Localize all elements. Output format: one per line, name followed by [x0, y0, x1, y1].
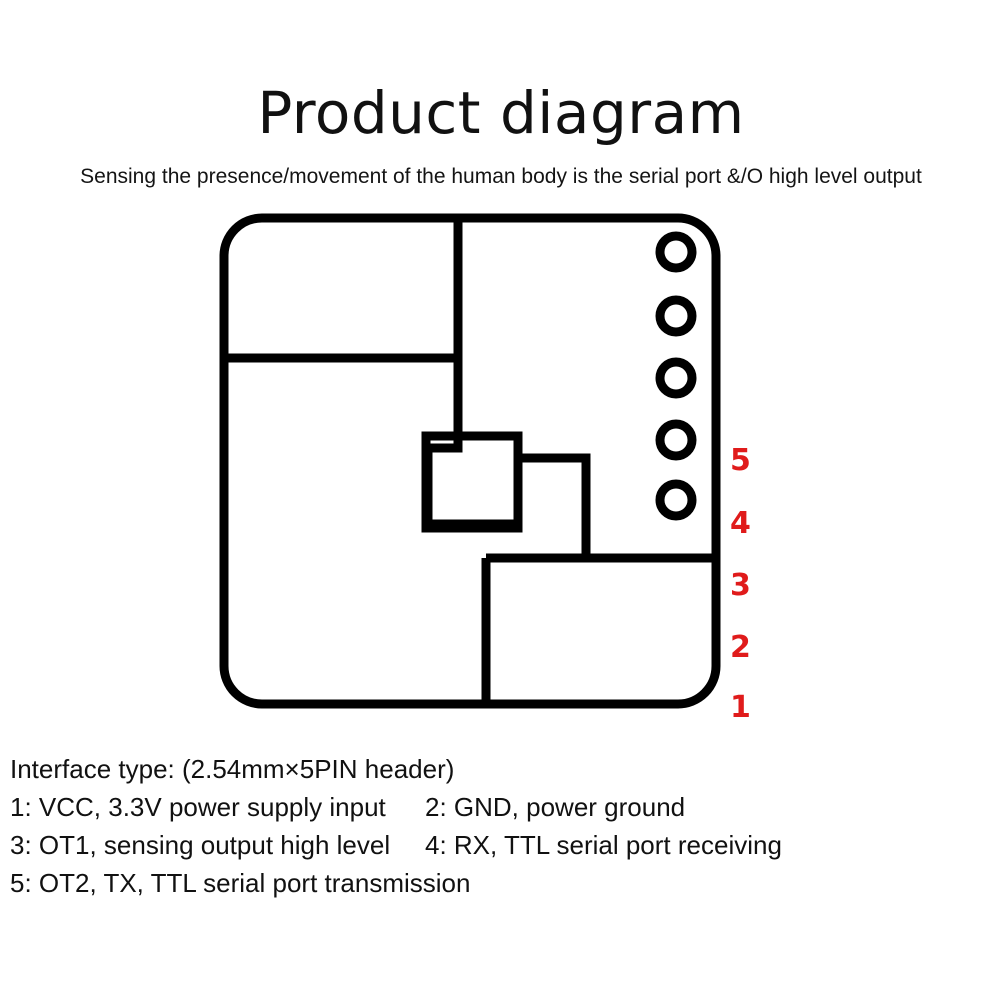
page-title: Product diagram: [257, 79, 745, 147]
pin-label-3: 3: [730, 568, 751, 603]
pin-hole-3-icon[interactable]: [660, 362, 692, 394]
board-outline-icon: [224, 218, 716, 704]
pin-hole-4-icon[interactable]: [660, 300, 692, 332]
pin-description-row: [10, 788, 1002, 826]
module-diagram: [200, 206, 800, 726]
pin-description-right: 4: RX, TTL serial port receiving: [425, 830, 782, 860]
pin-description-left: 5: OT2, TX, TTL serial port transmission: [10, 868, 471, 898]
pin-description-left: 3: OT1, sensing output high level: [10, 830, 391, 860]
specifications-block: [10, 750, 1002, 902]
pin-label-2: 2: [730, 630, 751, 665]
interface-type-line: Interface type: (2.54mm×5PIN header): [10, 754, 455, 784]
pin-description-right: 2: GND, power ground: [425, 792, 686, 822]
page-subtitle: Sensing the presence/movement of the human body is the serial port &/O high level output: [80, 165, 922, 188]
pin-hole-2-icon[interactable]: [660, 424, 692, 456]
antenna-trace-icon: [224, 218, 458, 358]
pin-hole-1-icon[interactable]: [660, 484, 692, 516]
pin-hole-5-icon[interactable]: [660, 236, 692, 268]
middle-trace-icon: [428, 358, 518, 524]
pin-description-left: 1: VCC, 3.3V power supply input: [10, 792, 386, 822]
pin-description-row: [10, 826, 1002, 864]
pin-label-5: 5: [730, 443, 751, 478]
pin-label-1: 1: [730, 690, 751, 725]
pin-description-row: [10, 864, 1002, 902]
pin-label-4: 4: [730, 506, 751, 541]
